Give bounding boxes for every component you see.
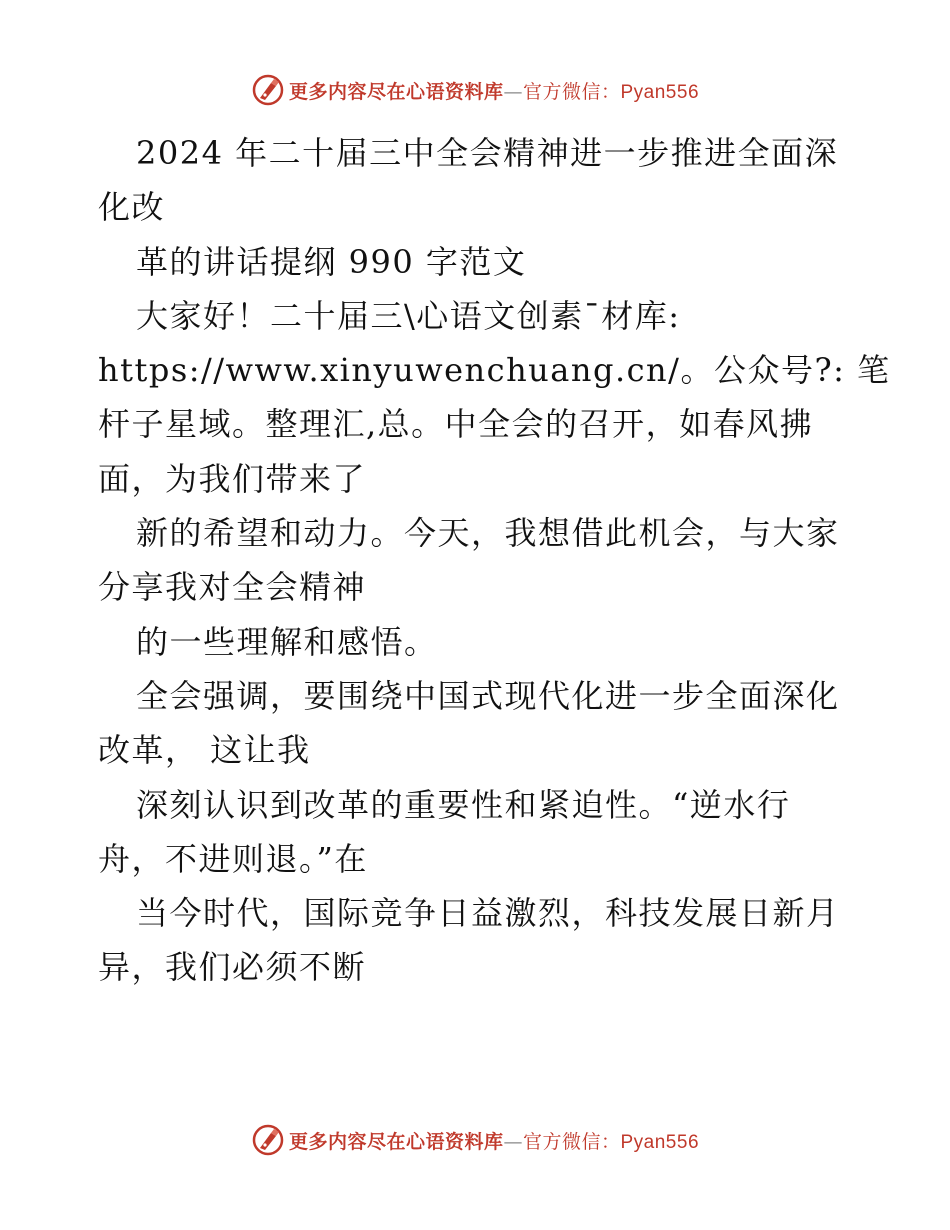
doc-line-url: https://www.xinyuwenchuang.cn/。公众号?: 笔 [98,351,891,390]
footer-watermark [0,1120,950,1160]
header-watermark [0,70,950,110]
watermark-wechat-id: Pyan556 [620,1131,700,1153]
doc-line: 分享我对全会精神 [98,568,367,607]
doc-line: 异，我们必须不断 [98,948,367,987]
doc-line: 2024 年二十届三中全会精神进一步推进全面深 [136,134,839,172]
watermark-wechat-label: 官方微信： [522,80,621,103]
doc-line: 革的讲话提纲 990 字范文 [136,242,527,281]
doc-line: 化改 [98,188,166,227]
watermark-text [289,77,699,104]
doc-line: 全会强调，要围绕中国式现代化进一步全面深化 [136,676,840,715]
doc-line: 的一些理解和感悟。 [136,622,438,661]
watermark-text [289,1127,699,1154]
doc-line: 深刻认识到改革的重要性和紧迫性。“逆水行 [136,785,791,824]
watermark-wechat-label: 官方微信： [522,1130,621,1153]
watermark-separator: — [503,80,523,103]
doc-line: 大家好！二十届三\心语文创素¯材库: [136,296,681,335]
watermark-brand: 更多内容尽在心语资料库 [288,1130,504,1153]
doc-line: 杆子星域。整理汇,总。中全会的召开，如春风拂 [98,405,814,444]
doc-line: 新的希望和动力。今天，我想借此机会，与大家 [136,514,840,553]
doc-line: 改革， 这让我 [98,731,311,770]
watermark-brand: 更多内容尽在心语资料库 [288,80,504,103]
watermark-separator: — [503,1130,523,1153]
doc-line: 面，为我们带来了 [98,459,367,498]
doc-line: 舟，不进则退。”在 [98,839,368,878]
pen-nib-icon [251,1123,285,1157]
watermark-wechat-id: Pyan556 [620,81,700,103]
pen-nib-icon [251,73,285,107]
doc-line: 当今时代，国际竞争日益激烈，科技发展日新月 [136,894,840,933]
document-body [98,126,891,995]
